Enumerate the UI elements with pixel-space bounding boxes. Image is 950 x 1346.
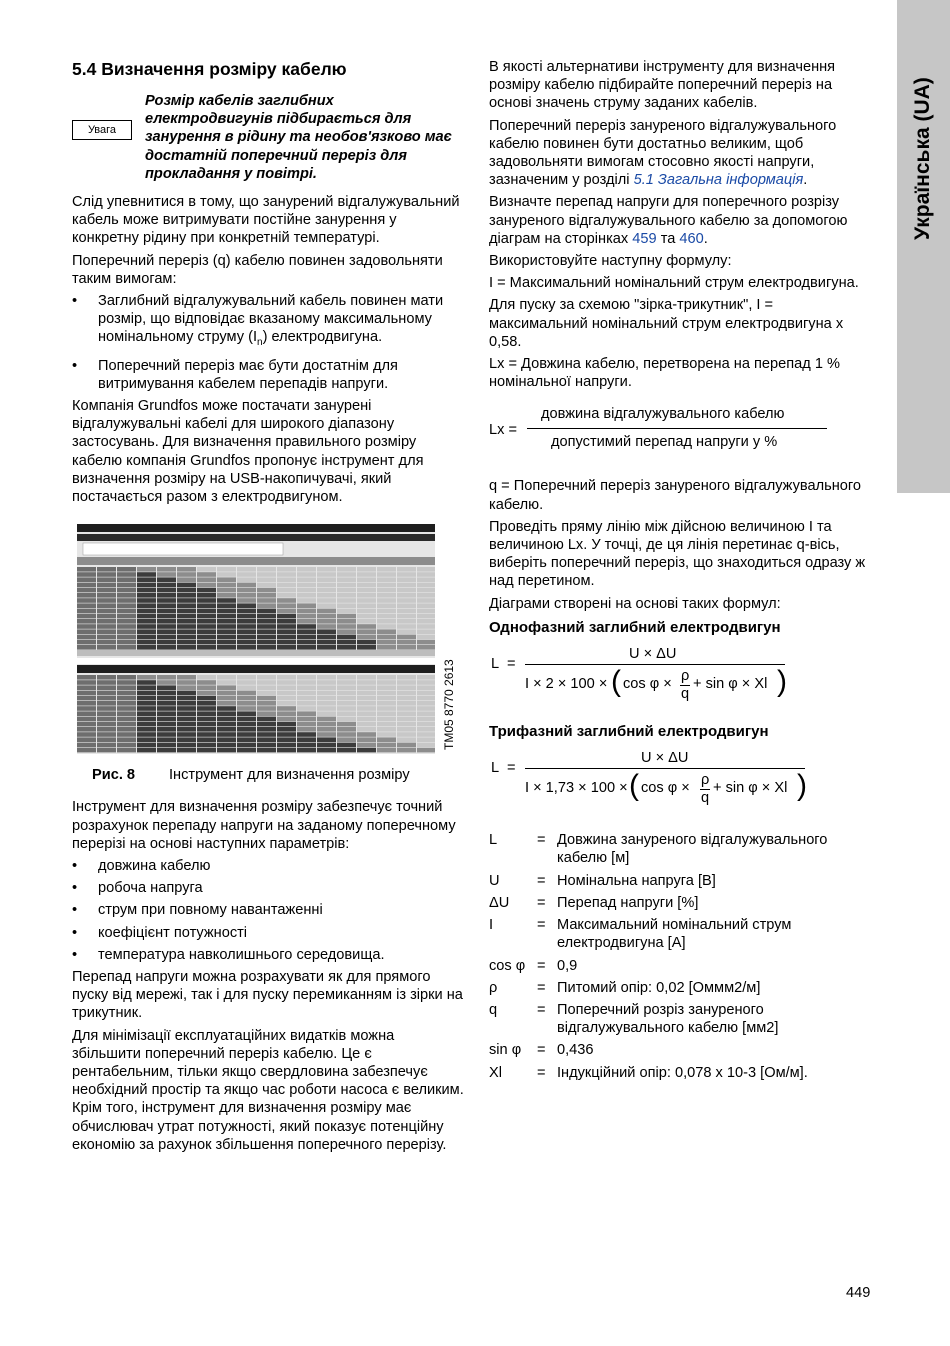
page-number: 449 (846, 1285, 871, 1301)
sizing-tool-figure (72, 524, 464, 756)
sizing-tool-screenshot (77, 524, 435, 754)
formula-cos: cos φ × (623, 676, 672, 693)
figure-caption (92, 766, 464, 784)
caption-label: Рис. 8 (92, 767, 136, 784)
subscript: n (257, 337, 263, 349)
caution-text: Розмір кабелів заглибних електродвигунів підбирається для занурення в рідину та необов'язково має достатній поперечний переріз для прокладання у повітрі. (145, 93, 452, 182)
fraction-line (525, 664, 785, 665)
legend-value: 0,436 (557, 1042, 594, 1059)
single-phase-heading: Однофазний заглибний електродвигун (489, 618, 781, 636)
paragraph: I = Максимальний номінальний струм електродвигуна. (489, 275, 859, 292)
lx-numerator: довжина відгалужувального кабелю (541, 406, 785, 423)
formula-q: q (681, 686, 690, 703)
legend-eq: = (537, 832, 546, 849)
formula-coef: I × 1,73 × 100 × (525, 780, 628, 797)
formula-eq: = (507, 760, 516, 777)
legend-symbol: U (489, 872, 500, 889)
legend-value: Довжина зануреного відгалужувального кабелю [м] (557, 832, 828, 867)
fraction-line (525, 768, 805, 769)
legend-value: Індукційний опір: 0,078 x 10-3 [Ом/м]. (557, 1064, 808, 1081)
legend-value: Поперечний розріз зануреного відгалужувального кабелю [мм2] (557, 1001, 779, 1037)
legend-eq: = (537, 917, 546, 934)
legend-symbol: q (489, 1001, 498, 1018)
legend-row (489, 1064, 867, 1082)
formula-q: q (701, 790, 710, 807)
paren-close: ) (797, 769, 807, 803)
caution-badge: Увага (72, 120, 132, 140)
formula-L: L (491, 656, 500, 673)
list-item: • температура навколишнього середовища. (72, 946, 464, 964)
paragraph: Інструмент для визначення розміру забезпечує точний розрахунок перепаду напруги на заданому поперечному перерізі на основі наступних параметрів: (72, 799, 456, 852)
paragraph: Для мінімізації експлуатаційних видатків можна збільшити поперечний переріз кабелю. Це є рентабельним, тільки якщо свердловина забезпечує необхідний простір та якщо час роботи насоса є великим. Крім того, інструмент для визначення розміру має обчислювач утрат потужності, який показує потенційну економію за рахунок збільшення поперечного перерізу. (72, 1027, 464, 1153)
single-phase-formula (489, 645, 867, 715)
formula-rho: ρ (681, 668, 690, 685)
list-item-text: Заглибний відгалужувальний кабель повинен мати розмір, що відповідає вказаному максимальному номінальному струму (I (98, 293, 444, 346)
paragraph: Lx = Довжина кабелю, перетворена на перепад 1 % номінальної напруги. (489, 356, 840, 391)
right-column (489, 58, 867, 1086)
legend-row (489, 979, 867, 997)
legend-row (489, 894, 867, 912)
requirements-list (72, 292, 464, 393)
lx-label: Lx = (489, 422, 517, 439)
legend-symbol: cos φ (489, 957, 526, 974)
legend-eq: = (537, 957, 546, 974)
page-link[interactable]: 460 (679, 230, 704, 247)
formula-cos: cos φ × (641, 780, 690, 797)
language-tab-label: Українська (UA) (911, 77, 934, 240)
legend-eq: = (537, 1064, 546, 1081)
legend-row (489, 1041, 867, 1059)
section-link[interactable]: 5.1 Загальна інформація (633, 172, 804, 189)
formula-eq: = (507, 656, 516, 673)
paren-open: ( (629, 769, 639, 803)
text: та (656, 230, 680, 247)
text: Визначте перепад напруги для поперечного розрізу зануреного відгалужувального кабелю за допомогою діаграм на сторінках (489, 194, 848, 247)
paragraph: Слід упевнитися в тому, що занурений відгалужувальний кабель може витримувати постійне занурення у конкретну рідину при конкретній температурі. (72, 194, 460, 247)
paragraph: Діаграми створені на основі таких формул: (489, 595, 781, 612)
paren-open: ( (611, 665, 621, 699)
legend-row (489, 957, 867, 975)
legend-eq: = (537, 872, 546, 889)
legend-row (489, 916, 867, 952)
language-tab (897, 0, 950, 493)
legend-symbol: I (489, 917, 494, 934)
list-item: • струм при повному навантаженні (72, 901, 464, 919)
paren-close: ) (777, 665, 787, 699)
legend-value: 0,9 (557, 957, 578, 974)
list-item: • коефіцієнт потужності (72, 924, 464, 942)
legend-value: Перепад напруги [%] (557, 894, 699, 911)
lx-denominator: допустимий перепад напруги у % (551, 434, 778, 451)
legend-row (489, 831, 867, 867)
formula-L: L (491, 760, 500, 777)
caption-text: Інструмент для визначення розміру (169, 767, 410, 784)
symbol-legend (489, 831, 867, 1081)
section-heading: 5.4 Визначення розміру кабелю (72, 59, 347, 79)
legend-symbol: L (489, 832, 498, 849)
left-column (72, 58, 464, 1158)
paragraph: Поперечний переріз (q) кабелю повинен задовольняти таким вимогам: (72, 252, 443, 287)
paragraph: В якості альтернативи інструменту для визначення розміру кабелю підбирайте поперечний переріз на основі значень струму заданих кабелів. (489, 59, 836, 112)
page-link[interactable]: 459 (632, 230, 657, 247)
legend-symbol: Xl (489, 1064, 502, 1081)
legend-row (489, 1001, 867, 1037)
list-item-text: ) електродвигуна. (262, 329, 383, 346)
formula-sin: + sin φ × Xl (713, 780, 788, 797)
formula-numerator: U × ΔU (629, 646, 677, 663)
legend-symbol: ΔU (489, 894, 510, 911)
fraction-line (527, 428, 827, 429)
three-phase-formula (489, 749, 867, 819)
legend-value: Питомий опір: 0,02 [Оммм2/м] (557, 979, 761, 996)
paragraph: Проведіть пряму лінію між дійсною величиною I та величиною Lx. У точці, де ця лінія перетинає q-вісь, виберіть поперечний переріз, що знаходиться одразу ж над перетином. (489, 518, 866, 590)
paragraph: Використовуйте наступну формулу: (489, 253, 732, 270)
caution-note (72, 92, 464, 183)
formula-coef: I × 2 × 100 × (525, 676, 608, 693)
paragraph (489, 117, 867, 190)
legend-eq: = (537, 1001, 546, 1018)
list-item (72, 292, 464, 353)
legend-value: Номінальна напруга [В] (557, 872, 716, 889)
paragraph: q = Поперечний переріз зануреного відгалужувального кабелю. (489, 478, 862, 513)
lx-formula (489, 405, 867, 465)
legend-symbol: ρ (489, 979, 498, 996)
paragraph: Для пуску за схемою "зірка-трикутник", I = максимальний номінальний струм електродвигуна x 0,58. (489, 297, 844, 350)
list-item: • Поперечний переріз має бути достатнім для витримування кабелем перепадів напруги. (72, 357, 464, 393)
paragraph: Перепад напруги можна розрахувати як для прямого пуску від мережі, так і для пуску перемиканням із зірки на трикутник. (72, 969, 463, 1022)
text: . (703, 230, 708, 247)
text: . (803, 172, 808, 189)
list-item: • робоча напруга (72, 879, 464, 897)
list-item: • довжина кабелю (72, 857, 464, 875)
paragraph: Компанія Grundfos може постачати занурені відгалужувальні кабелі для широкого діапазону застосувань. Для визначення правильного розміру кабелю компанія Grundfos пропонує інструмент для визначення розміру на USB-накопичувачі, який постачається разом з електродвигуном. (72, 397, 424, 505)
legend-value: Максимальний номінальний струм електродвигуна [А] (557, 917, 792, 952)
legend-eq: = (537, 894, 546, 911)
formula-rho: ρ (701, 772, 710, 789)
formula-numerator: U × ΔU (641, 750, 689, 767)
figure-code: TM05 8770 2613 (442, 659, 456, 751)
legend-eq: = (537, 1042, 546, 1059)
legend-row (489, 872, 867, 890)
text: Поперечний переріз зануреного відгалужувального кабелю повинен бути достатньо великим, щоб задовольняти вимогам стосовно якості напруги, зазначеним у розділі (489, 117, 837, 189)
legend-symbol: sin φ (489, 1042, 522, 1059)
formula-sin: + sin φ × Xl (693, 676, 768, 693)
paragraph (489, 193, 867, 248)
parameters-list (72, 857, 464, 964)
three-phase-heading: Трифазний заглибний електродвигун (489, 723, 769, 741)
legend-eq: = (537, 979, 546, 996)
